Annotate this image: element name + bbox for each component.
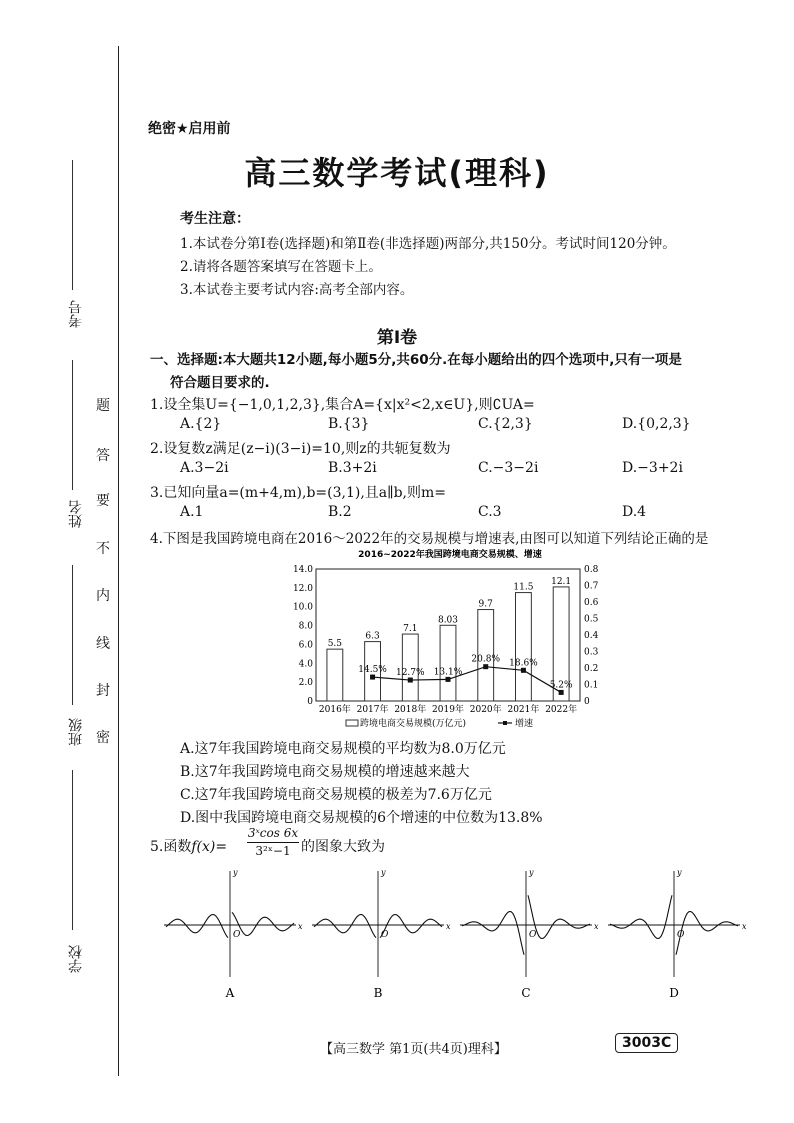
x-tick: 2017年 [356,705,389,715]
y-right-tick: 0.8 [584,565,599,575]
option: C.3 [478,504,502,520]
option: D.{0,2,3} [622,416,691,432]
option: B.{3} [328,416,370,432]
fraction-numerator: 3ˣcos 6x [247,826,299,840]
y-right-tick: 0.1 [584,680,599,691]
growth-point [559,690,564,695]
x-tick: 2022年 [545,705,578,715]
seal-char: 线 [96,636,110,652]
y-right-tick: 0.6 [584,598,599,608]
y-left-tick: 12.0 [292,583,313,594]
y-left-tick: 8.0 [298,621,313,632]
page-title: 高三数学考试(理科) [244,154,550,192]
growth-point [408,678,413,683]
name-label: 姓名 [68,500,84,528]
notice-heading: 考生注意： [180,211,250,227]
y-left-tick: 14.0 [292,565,313,575]
fraction-denominator: 3²ˣ−1 [255,844,291,858]
bar-value-label: 6.3 [365,631,380,642]
bar-line-chart [280,545,620,740]
y-axis-label: y [677,868,682,877]
binding-line [118,46,119,1076]
page-footer: 【高三数学 第1页(共4页)理科】 [320,1042,507,1057]
x-tick: 2019年 [432,705,464,715]
seal-char: 答 [96,448,110,464]
y-axis-label: y [529,868,534,877]
legend-bar-label: 跨境电商交易规模(万亿元) [360,719,467,729]
growth-point [483,664,488,669]
graph-option-label: D [669,986,679,1000]
option: B.3+2i [328,460,377,476]
origin-label: O [381,930,389,940]
growth-label: 20.8% [471,654,501,665]
bar-value-label: 8.03 [437,615,459,626]
function-graph [312,868,451,1000]
origin-label: O [529,930,537,940]
notice-item: 1.本试卷分第Ⅰ卷(选择题)和第Ⅱ卷(非选择题)两部分,共150分。考试时间120分钟。 [180,236,676,252]
y-right-tick: 0.2 [584,664,599,674]
y-left-tick: 0 [307,697,313,707]
x-axis-label: x [298,922,303,931]
question-stem: 3.已知向量a=(m+4,m),b=(3,1),且a∥b,则m= [150,485,447,501]
x-tick: 2021年 [507,705,540,715]
seal-char: 密 [96,730,110,746]
option: D.图中我国跨境电商交易规模的6个增速的中位数为13.8% [180,810,543,826]
question-stem-prefix [150,836,227,856]
option: A.3−2i [180,460,229,476]
y-right-tick: 0.3 [584,647,599,658]
seal-char: 要 [96,493,110,509]
legend-line-label: 增速 [515,719,534,729]
name-underline [72,360,73,490]
graph-option-label: B [373,986,383,1000]
y-right-tick: 0.4 [584,631,599,641]
y-right-tick: 0 [584,697,590,707]
bar-value-label: 5.5 [327,639,343,650]
legend-line-marker [503,721,507,725]
growth-label: 14.5% [358,665,387,676]
function-graph-options [160,865,747,1005]
bar-value-label: 12.1 [551,576,572,587]
x-axis-label: x [594,922,599,931]
option: D.4 [622,504,647,520]
x-axis-label: x [446,922,451,931]
section-title: 第Ⅰ卷 [376,328,418,348]
seal-char: 不 [96,541,110,557]
question-stem: 4.下图是我国跨境电商在2016～2022年的交易规模与增速表,由图可以知道下列结论正确的是 [150,531,709,547]
option: A.1 [180,504,204,520]
option: B.这7年我国跨境电商交易规模的增速越来越大 [180,764,470,780]
fraction-bar [247,842,299,843]
stem-prefix: 5.函数 [150,839,192,855]
bar [440,625,456,701]
option: C.−3−2i [478,460,539,476]
option: A.这7年我国跨境电商交易规模的平均数为8.0万亿元 [180,741,506,757]
class-label: 班级 [68,718,84,746]
graph-option-label: A [225,986,235,1000]
secret-mark: 绝密★启用前 [148,121,231,137]
x-tick: 2020年 [469,705,502,715]
y-left-tick: 6.0 [298,640,313,651]
school-underline [72,770,73,930]
y-axis-label: y [381,868,386,877]
school-label: 学校 [68,945,84,973]
y-left-tick: 2.0 [298,678,313,689]
bar [327,649,343,701]
function-name: f(x)= [191,839,228,855]
y-axis-label: y [233,868,238,877]
growth-label: 12.7% [395,668,425,679]
notice-item: 2.请将各题答案填写在答题卡上。 [180,259,382,275]
seal-char: 封 [96,683,110,699]
y-right-tick: 0.5 [584,614,599,625]
legend-bar-swatch [346,720,358,726]
y-left-tick: 4.0 [298,659,313,670]
x-tick: 2016年 [318,705,351,715]
growth-label: 18.6% [509,658,538,669]
notice-item: 3.本试卷主要考试内容:高考全部内容。 [180,282,414,298]
function-graph [460,868,599,1000]
seal-char: 内 [96,588,110,604]
option: D.−3+2i [622,460,683,476]
question-stem: 1.设全集U={−1,0,1,2,3},集合A={x|x²<2,x∈U},则∁UA= [150,397,535,413]
x-tick: 2018年 [394,705,427,715]
paper-code: 3003C [615,1033,678,1053]
option: B.2 [328,504,352,520]
growth-point [370,675,375,680]
growth-point [521,668,526,673]
function-graph [164,868,303,1000]
growth-label: 13.1% [433,667,463,678]
bar-value-label: 9.7 [478,599,493,610]
question-stem-suffix: 的图象大致为 [301,839,385,855]
section-intro: 一、选择题:本大题共12小题,每小题5分,共60分.在每小题给出的四个选项中,只有一项是 [150,352,682,368]
class-underline [72,565,73,705]
option: C.{2,3} [478,416,533,432]
x-axis-label: x [742,922,747,931]
seal-char: 题 [96,398,110,414]
growth-point [446,677,451,682]
exam-no-label: 考号 [68,300,84,328]
section-intro-cont: 符合题目要求的. [170,375,270,391]
bar-value-label: 11.5 [513,582,534,593]
growth-label: 5.2% [549,680,573,691]
option: A.{2} [180,416,222,432]
origin-label: O [233,930,241,940]
question-stem: 2.设复数z满足(z−i)(3−i)=10,则z的共轭复数为 [150,441,451,457]
bar-value-label: 7.1 [403,624,418,635]
y-right-tick: 0.7 [584,581,599,592]
y-left-tick: 10.0 [292,602,313,613]
graph-option-label: C [521,986,531,1000]
chart-title: 2016~2022年我国跨境电商交易规模、增速 [358,550,542,560]
origin-label: O [677,930,685,940]
bar [516,593,532,701]
function-graph [608,868,747,1000]
option: C.这7年我国跨境电商交易规模的极差为7.6万亿元 [180,787,492,803]
